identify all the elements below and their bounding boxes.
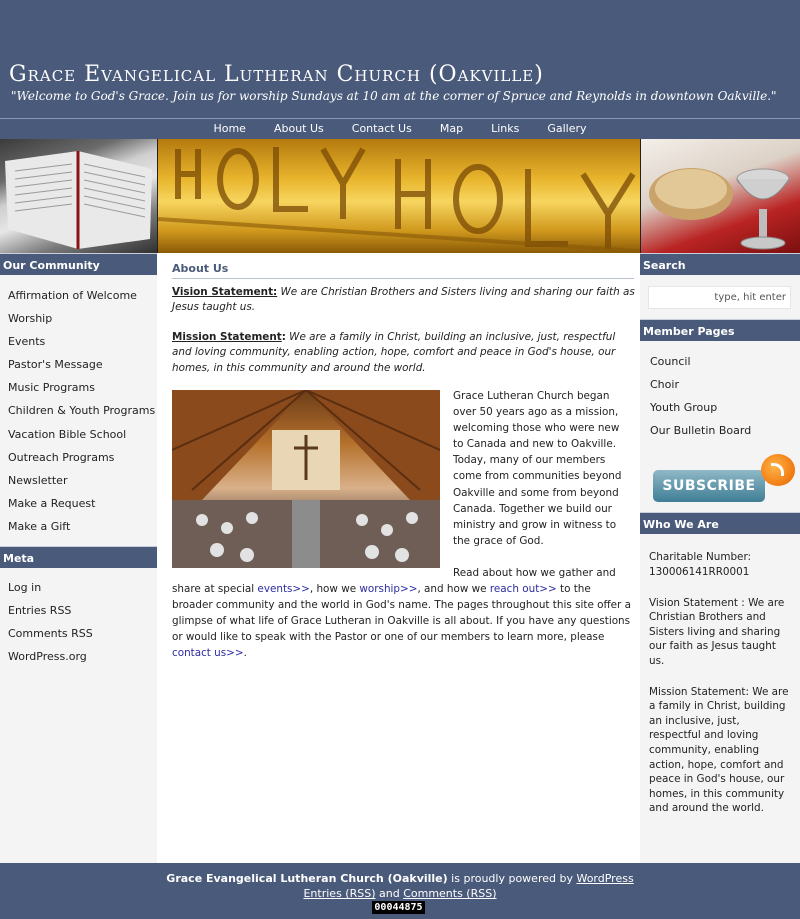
sidebar-item-children-youth[interactable]: Children & Youth Programs [8,404,156,418]
nav-links[interactable]: Links [491,122,520,135]
footer-comments-rss-link[interactable]: Comments (RSS) [403,887,497,900]
nav-about-us[interactable]: About Us [273,122,324,135]
footer-credit [0,872,800,885]
right-sidebar [640,253,800,863]
member-item-youth-group[interactable]: Youth Group [650,401,718,415]
read-text-6: . [243,647,247,659]
left-sidebar [0,253,157,863]
worship-link[interactable]: worship>> [359,583,418,595]
read-text-3: , how we [309,583,357,595]
visit-counter: 00044875 [372,901,425,914]
member-pages-title: Member Pages [640,319,800,341]
member-item-choir[interactable]: Choir [650,378,679,392]
sidebar-item-make-a-gift[interactable]: Make a Gift [8,519,71,533]
carved-holy-wood-photo [158,139,640,253]
meta-item-log-in[interactable]: Log in [8,581,42,595]
sidebar-item-music-programs[interactable]: Music Programs [8,381,95,395]
contact-us-link[interactable]: contact us>> [172,647,244,659]
mission-statement: Mission Statement: We are a family in Christ, building an inclusive, just, respectful and loving community, enabling action, hope, comfort and peace in God's house, our homes, in this community and around the world. [172,331,616,374]
member-item-bulletin-board[interactable]: Our Bulletin Board [650,424,752,438]
chalice-and-bread-photo [641,139,800,253]
search-title: Search [640,253,800,275]
sidebar-item-affirmation-of-welcome[interactable]: Affirmation of Welcome [8,289,137,302]
main-content [158,253,639,863]
subscribe-button[interactable] [653,454,795,508]
nav-map[interactable]: Map [439,122,464,135]
footer-feeds [0,887,800,900]
site-title[interactable]: Grace Evangelical Lutheran Church (Oakville) [9,62,544,87]
church-interior-photo [172,390,440,568]
events-link[interactable]: events>> [257,583,310,595]
footer-powered: is proudly powered by [451,872,573,885]
site-tagline: "Welcome to God's Grace. Join us for worship Sundays at 10 am at the corner of Spruce and Reynolds in downtown Oakville." [11,89,777,103]
meta-item-wordpress-org[interactable]: WordPress.org [8,650,87,664]
search-input[interactable]: type, hit enter [648,286,791,309]
our-community-list [0,275,157,538]
who-we-are-title: Who We Are [640,512,800,534]
sidebar-item-make-a-request[interactable]: Make a Request [8,496,96,510]
open-bible-photo [0,139,157,253]
header-banner [0,139,800,253]
read-text-2: share at special [172,583,255,595]
mission-text: We are a family in Christ, building an inclusive, just, respectful and loving community, enabling action, hope, comfort and peace in God's house, our homes, in this community and around the world. [172,331,616,374]
member-pages-list [640,341,800,442]
read-text-4: , and how we [417,583,487,595]
main-nav [0,118,800,139]
who-mission-statement: Mission Statement: We are a family in Christ, building an inclusive, just, respectful and loving community, enabling action, hope, comfort and peace in God's house, our homes, in this community and around the world. [649,685,789,815]
vision-statement [172,285,636,316]
charitable-number: Charitable Number: 130006141RR0001 [649,551,752,578]
sidebar-item-newsletter[interactable]: Newsletter [8,473,68,487]
page-title: About Us [172,262,634,279]
nav-home[interactable]: Home [213,122,246,135]
sidebar-item-pastors-message[interactable]: Pastor's Message [8,358,103,372]
site-footer [0,863,800,919]
mission-label: Mission Statement [172,331,282,343]
who-vision-statement: Vision Statement : We are Christian Brothers and Sisters living and sharing our faith as Jesus taught us. [649,596,785,667]
footer-and: and [378,887,400,900]
intro-paragraph: Grace Lutheran Church began over 50 years ago as a mission, welcoming those who were new to Canada and new to Oakville. Today, many of our members come from communities beyond Oakville and some from beyond Canada. Together we build our ministry and grow in witness to the grace of God. [453,390,622,547]
who-we-are-text [640,534,800,816]
read-text-1: Read about how we gather and [453,567,616,579]
meta-item-entries-rss[interactable]: Entries RSS [8,604,72,618]
meta-item-comments-rss[interactable]: Comments RSS [8,627,93,641]
sidebar-item-events[interactable]: Events [8,335,46,349]
rss-icon [761,454,795,486]
member-item-council[interactable]: Council [650,355,691,368]
read-more-paragraph [172,565,632,661]
our-community-title: Our Community [0,253,157,275]
vision-text: We are Christian Brothers and Sisters living and sharing our faith as Jesus taught us. [172,286,635,314]
sidebar-item-vacation-bible-school[interactable]: Vacation Bible School [8,427,127,441]
reach-out-link[interactable]: reach out>> [489,583,557,595]
subscribe-label: SUBSCRIBE [653,470,765,502]
read-text-5: to the broader community and the world in God's name. The pages throughout this site offer a glimpse of what life of Grace Lutheran in Oakville is all about. If you have any questions or would like to speak with the Pastor or one of our members to learn more, please [172,583,631,643]
nav-contact-us[interactable]: Contact Us [351,122,412,135]
meta-list [0,568,157,668]
sidebar-item-outreach-programs[interactable]: Outreach Programs [8,450,115,464]
footer-site-name: Grace Evangelical Lutheran Church (Oakville) [166,872,448,885]
vision-label: Vision Statement: [172,286,278,298]
site-header [0,0,800,118]
meta-title: Meta [0,546,157,568]
footer-wordpress-link[interactable]: WordPress [576,872,634,885]
nav-gallery[interactable]: Gallery [547,122,587,135]
sidebar-item-worship[interactable]: Worship [8,312,53,326]
footer-entries-rss-link[interactable]: Entries (RSS) [303,887,376,900]
